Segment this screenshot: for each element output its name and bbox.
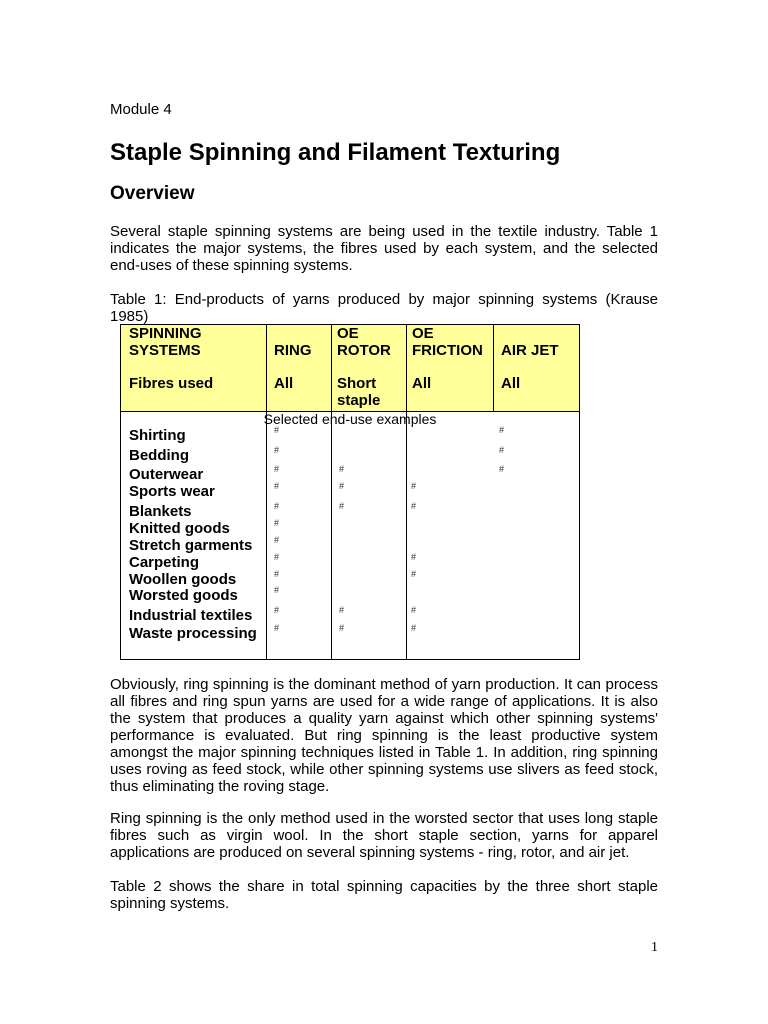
section-label: Selected end-use examples <box>263 411 437 427</box>
check-mark: # <box>411 605 417 615</box>
header-spinning-systems: SPINNING SYSTEMS <box>129 325 202 359</box>
table2-intro-paragraph: Table 2 shows the share in total spinning capacities by the three short staple spinning systems. <box>110 878 658 912</box>
row-label: Bedding <box>129 447 189 464</box>
header-fibres-used: Fibres used <box>129 375 214 392</box>
check-mark: # <box>339 481 345 491</box>
row-label: Stretch garments <box>129 537 253 554</box>
column-divider <box>493 325 494 411</box>
check-mark: # <box>274 623 280 633</box>
row-label: Waste processing <box>129 625 257 642</box>
header-air-jet: AIR JET <box>501 342 559 359</box>
page-number: 1 <box>651 940 658 955</box>
row-label: Industrial textiles <box>129 607 253 624</box>
check-mark: # <box>274 464 280 474</box>
check-mark: # <box>274 425 280 435</box>
page-title: Staple Spinning and Filament Texturing <box>110 139 561 166</box>
row-label: Sports wear <box>129 483 215 500</box>
check-mark: # <box>274 535 280 545</box>
check-mark: # <box>274 552 280 562</box>
header-oe-friction: OE FRICTION <box>412 325 483 359</box>
row-label: Woollen goods <box>129 571 237 588</box>
check-mark: # <box>499 445 505 455</box>
check-mark: # <box>339 464 345 474</box>
header-ring: RING <box>274 342 312 359</box>
overview-heading: Overview <box>110 183 195 204</box>
module-label: Module 4 <box>110 101 172 118</box>
check-mark: # <box>274 481 280 491</box>
check-mark: # <box>499 464 505 474</box>
fibres-air-jet: All <box>501 375 521 392</box>
row-label: Carpeting <box>129 554 200 571</box>
check-mark: # <box>411 623 417 633</box>
check-mark: # <box>411 569 417 579</box>
ring-spinning-paragraph: Obviously, ring spinning is the dominant method of yarn production. It can process all fibres and ring spun yarns are used for a wide range of applications. It is also the system that produces a quality yarn against which other spinning systems' performance is evaluated. But ring spinning is the least productive system amongst the major spinning techniques listed in Table 1. In addition, ring spinning uses roving as feed stock, while other spinning systems use slivers as feed stock, thus eliminating the roving stage. <box>110 676 658 795</box>
check-mark: # <box>274 445 280 455</box>
check-mark: # <box>274 569 280 579</box>
check-mark: # <box>411 501 417 511</box>
check-mark: # <box>274 585 280 595</box>
check-mark: # <box>339 605 345 615</box>
fibres-ring: All <box>274 375 294 392</box>
row-label: Outerwear <box>129 466 204 483</box>
worsted-paragraph: Ring spinning is the only method used in the worsted sector that uses long staple fibres such as virgin wool. In the short staple section, yarns for apparel applications are produced on several spinning systems - ring, rotor, and air jet. <box>110 810 658 861</box>
column-divider <box>331 325 332 659</box>
intro-paragraph: Several staple spinning systems are being used in the textile industry. Table 1 indicates the major systems, the fibres used by each system, and the selected end-uses of these spinning systems. <box>110 223 658 274</box>
check-mark: # <box>499 425 505 435</box>
row-label: Worsted goods <box>129 587 238 604</box>
row-label: Knitted goods <box>129 520 230 537</box>
row-label: Blankets <box>129 503 192 520</box>
header-oe-rotor: OE ROTOR <box>337 325 391 359</box>
check-mark: # <box>339 501 345 511</box>
table-caption: Table 1: End-products of yarns produced by major spinning systems (Krause 1985) <box>110 291 658 325</box>
check-mark: # <box>411 552 417 562</box>
spinning-systems-table <box>120 324 580 660</box>
column-divider <box>266 325 267 659</box>
check-mark: # <box>274 501 280 511</box>
check-mark: # <box>411 481 417 491</box>
row-label: Shirting <box>129 427 186 444</box>
fibres-oe-rotor: Short staple <box>337 375 381 409</box>
column-divider <box>406 325 407 659</box>
check-mark: # <box>274 605 280 615</box>
fibres-oe-friction: All <box>412 375 432 392</box>
check-mark: # <box>274 518 280 528</box>
check-mark: # <box>339 623 345 633</box>
